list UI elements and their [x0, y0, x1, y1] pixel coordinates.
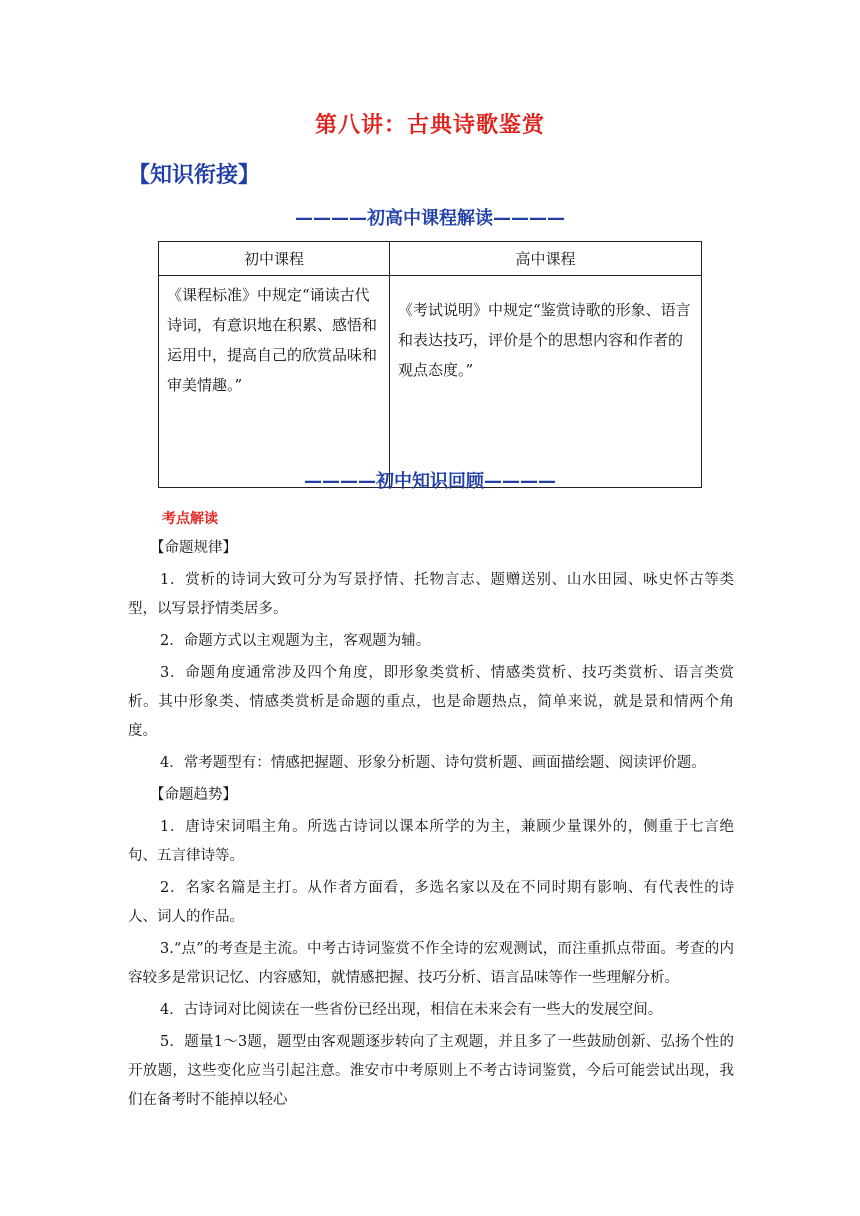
table-cell-junior: 《课程标准》中规定“诵读古代诗词，有意识地在积累、感悟和运用中，提高自己的欣赏品味和审美情趣。” — [159, 276, 390, 488]
trend-paragraph: 4．古诗词对比阅读在一些省份已经出现，相信在未来会有一些大的发展空间。 — [160, 1002, 663, 1018]
course-banner: ————初高中课程解读———— — [295, 208, 565, 229]
trend-paragraph: 5．题量1～3题，题型由客观题逐步转向了主观题，并且多了一些鼓励创新、弘扬个性的开放题，这些变化应当引起注意。淮安市中考原则上不考古诗词鉴赏，今后可能尝试出现，我们在备考时不能掉以轻心 — [128, 1034, 734, 1108]
rules-subheading: 【命题规律】 — [150, 540, 237, 556]
rule-paragraph: 1．赏析的诗词大致可分为写景抒情、托物言志、题赠送别、山水田园、咏史怀古等类型，以写景抒情类居多。 — [128, 572, 734, 617]
rule-paragraph: 4．常考题型有：情感把握题、形象分析题、诗句赏析题、画面描绘题、阅读评价题。 — [160, 755, 706, 771]
rule-paragraph: 2．命题方式以主观题为主，客观题为辅。 — [160, 633, 431, 649]
table-header-senior: 高中课程 — [390, 242, 702, 276]
course-comparison-table — [158, 241, 702, 488]
section-heading: 【知识衔接】 — [128, 163, 261, 188]
kaodian-heading: 考点解读 — [162, 511, 218, 527]
table-header-junior: 初中课程 — [159, 242, 390, 276]
trend-paragraph: 1．唐诗宋词唱主角。所选古诗词以课本所学的为主，兼顾少量课外的，侧重于七言绝句、五言律诗等。 — [128, 819, 734, 864]
trend-paragraph: 2．名家名篇是主打。从作者方面看，多选名家以及在不同时期有影响、有代表性的诗人、词人的作品。 — [128, 880, 734, 925]
content-body — [128, 505, 734, 1118]
trends-subheading: 【命题趋势】 — [150, 787, 237, 803]
page-title: 第八讲：古典诗歌鉴赏 — [314, 112, 545, 138]
table-header-row — [159, 242, 702, 276]
table-cell-senior: 《考试说明》中规定“鉴赏诗歌的形象、语言和表达技巧，评价是个的思想内容和作者的观点态度。” — [390, 276, 702, 488]
table-row — [159, 276, 702, 488]
review-banner: ————初中知识回顾———— — [304, 471, 556, 492]
trend-paragraph: 3.“点”的考查是主流。中考古诗词鉴赏不作全诗的宏观测试，而注重抓点带面。考查的内容较多是常识记忆、内容感知，就情感把握、技巧分析、语言品味等作一些理解分析。 — [128, 941, 734, 986]
rule-paragraph: 3．命题角度通常涉及四个角度，即形象类赏析、情感类赏析、技巧类赏析、语言类赏析。其中形象类、情感类赏析是命题的重点，也是命题热点，简单来说，就是景和情两个角度。 — [128, 665, 734, 739]
